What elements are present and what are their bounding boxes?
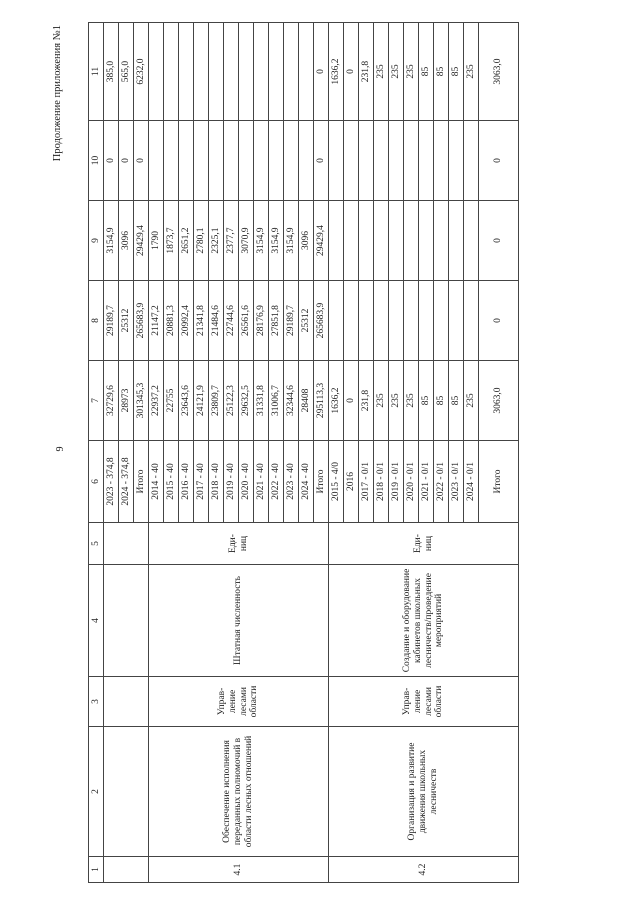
empty-cell xyxy=(464,121,479,201)
value-cell: 22744,6 xyxy=(224,281,239,361)
value-cell: 235 xyxy=(404,361,419,441)
indicator-cell: Штатная численность xyxy=(149,565,329,677)
empty-cell xyxy=(179,23,194,121)
value-cell: 3154,9 xyxy=(104,201,119,281)
empty-cell xyxy=(434,201,449,281)
executor-cell: Управ- ление лесами области xyxy=(329,677,519,727)
empty-cell xyxy=(299,121,314,201)
period-cell: 2024 - 0/1 xyxy=(464,441,479,523)
empty-cell xyxy=(359,201,374,281)
header-cell: 11 xyxy=(89,23,104,121)
value-cell: 85 xyxy=(419,23,434,121)
value-cell: 24121,9 xyxy=(194,361,209,441)
period-cell: 2017 - 40 xyxy=(194,441,209,523)
empty-cell xyxy=(224,23,239,121)
value-cell: 235 xyxy=(404,23,419,121)
page-number: 9 xyxy=(55,446,66,452)
empty-cell xyxy=(194,121,209,201)
table-row xyxy=(329,23,344,883)
value-cell: 3096 xyxy=(119,201,134,281)
value-cell: 29429,4 xyxy=(314,201,329,281)
value-cell: 1790 xyxy=(149,201,164,281)
period-cell: 2019 - 40 xyxy=(224,441,239,523)
period-cell: 2022 - 40 xyxy=(269,441,284,523)
empty-cell xyxy=(329,281,344,361)
value-cell: 235 xyxy=(389,361,404,441)
empty-cell xyxy=(464,201,479,281)
value-cell: 22755 xyxy=(164,361,179,441)
value-cell: 29429,4 xyxy=(134,201,149,281)
value-cell: 0 xyxy=(119,121,134,201)
value-cell: 3070,9 xyxy=(239,201,254,281)
period-cell: 2021 - 40 xyxy=(254,441,269,523)
indicator-cell: Создание и оборудование кабинетов школьных лесничеств/проведение мероприятий xyxy=(329,565,519,677)
period-cell: 2018 - 40 xyxy=(209,441,224,523)
empty-cell xyxy=(344,281,359,361)
header-cell: 6 xyxy=(89,441,104,523)
value-cell: 235 xyxy=(464,23,479,121)
value-cell: 25312 xyxy=(119,281,134,361)
empty-cell xyxy=(254,121,269,201)
value-cell: 1873,7 xyxy=(164,201,179,281)
empty-cell xyxy=(344,121,359,201)
value-cell: 85 xyxy=(434,361,449,441)
value-cell: 22937,2 xyxy=(149,361,164,441)
period-cell: 2014 - 40 xyxy=(149,441,164,523)
empty-cell xyxy=(269,23,284,121)
value-cell: 85 xyxy=(449,23,464,121)
header-cell: 7 xyxy=(89,361,104,441)
header-cell: 8 xyxy=(89,281,104,361)
empty-cell xyxy=(149,23,164,121)
value-cell: 0 xyxy=(314,23,329,121)
empty-cell xyxy=(419,121,434,201)
table-row xyxy=(149,23,164,883)
value-cell: 1636,2 xyxy=(329,361,344,441)
value-cell: 295113,3 xyxy=(314,361,329,441)
budget-table xyxy=(88,22,519,883)
value-cell: 0 xyxy=(134,121,149,201)
empty-cell xyxy=(374,121,389,201)
empty-cell xyxy=(449,121,464,201)
value-cell: 385,0 xyxy=(104,23,119,121)
empty-cell xyxy=(164,121,179,201)
value-cell: 0 xyxy=(479,121,519,201)
value-cell: 85 xyxy=(419,361,434,441)
value-cell: 32344,6 xyxy=(284,361,299,441)
value-cell: 0 xyxy=(104,121,119,201)
value-cell: 25122,3 xyxy=(224,361,239,441)
value-cell: 23643,6 xyxy=(179,361,194,441)
unit-cell: Еди- ниц xyxy=(149,523,329,565)
empty-cell xyxy=(359,281,374,361)
item-number: 4.1 xyxy=(149,857,329,883)
value-cell: 3063,0 xyxy=(479,23,519,121)
value-cell: 3154,9 xyxy=(254,201,269,281)
value-cell: 85 xyxy=(434,23,449,121)
empty-cell xyxy=(284,121,299,201)
value-cell: 23809,7 xyxy=(209,361,224,441)
empty-cell xyxy=(149,121,164,201)
value-cell: 28973 xyxy=(119,361,134,441)
value-cell: 265683,9 xyxy=(314,281,329,361)
value-cell: 235 xyxy=(464,361,479,441)
item-name: Организация и развитие движения школьных лесничеств xyxy=(329,727,519,857)
value-cell: 235 xyxy=(389,23,404,121)
period-cell: 2017 - 0/1 xyxy=(359,441,374,523)
table-row xyxy=(104,23,119,883)
value-cell: 31006,7 xyxy=(269,361,284,441)
item-number: 4.2 xyxy=(329,857,519,883)
period-cell: 2018 - 0/1 xyxy=(374,441,389,523)
value-cell: 235 xyxy=(374,361,389,441)
value-cell: 0 xyxy=(344,361,359,441)
header-cell: 4 xyxy=(89,565,104,677)
period-cell: 2023 - 40 xyxy=(284,441,299,523)
empty-cell xyxy=(194,23,209,121)
value-cell: 29189,7 xyxy=(284,281,299,361)
table-header-row xyxy=(89,23,104,883)
empty-cell xyxy=(104,727,149,857)
period-cell: 2015 - 4/0 xyxy=(329,441,344,523)
value-cell: 3154,9 xyxy=(269,201,284,281)
empty-cell xyxy=(164,23,179,121)
period-cell: 2016 xyxy=(344,441,359,523)
period-cell: 2015 - 40 xyxy=(164,441,179,523)
period-cell: 2022 - 0/1 xyxy=(434,441,449,523)
value-cell: 2780,1 xyxy=(194,201,209,281)
empty-cell xyxy=(104,565,149,677)
empty-cell xyxy=(389,201,404,281)
value-cell: 32729,6 xyxy=(104,361,119,441)
value-cell: 28408 xyxy=(299,361,314,441)
empty-cell xyxy=(389,281,404,361)
empty-cell xyxy=(374,201,389,281)
period-cell: 2020 - 40 xyxy=(239,441,254,523)
value-cell: 565,0 xyxy=(119,23,134,121)
value-cell: 21484,6 xyxy=(209,281,224,361)
value-cell: 301345,3 xyxy=(134,361,149,441)
value-cell: 0 xyxy=(479,201,519,281)
value-cell: 20992,4 xyxy=(179,281,194,361)
empty-cell xyxy=(239,23,254,121)
value-cell: 29632,5 xyxy=(239,361,254,441)
empty-cell xyxy=(254,23,269,121)
value-cell: 231,8 xyxy=(359,361,374,441)
value-cell: 3154,9 xyxy=(284,201,299,281)
empty-cell xyxy=(329,201,344,281)
period-cell: 2023 - 0/1 xyxy=(449,441,464,523)
empty-cell xyxy=(404,281,419,361)
executor-cell: Управ- ление лесами области xyxy=(149,677,329,727)
empty-cell xyxy=(434,281,449,361)
appendix-caption: Продолжение приложения №1 xyxy=(52,25,63,162)
empty-cell xyxy=(419,281,434,361)
empty-cell xyxy=(344,201,359,281)
empty-cell xyxy=(434,121,449,201)
unit-cell: Еди- ниц xyxy=(329,523,519,565)
value-cell: 0 xyxy=(344,23,359,121)
empty-cell xyxy=(464,281,479,361)
empty-cell xyxy=(299,23,314,121)
period-cell: 2023 - 374,8 xyxy=(104,441,119,523)
period-cell: Итого xyxy=(479,441,519,523)
value-cell: 235 xyxy=(374,23,389,121)
empty-cell xyxy=(179,121,194,201)
empty-cell xyxy=(224,121,239,201)
empty-cell xyxy=(404,201,419,281)
value-cell: 231,8 xyxy=(359,23,374,121)
header-cell: 3 xyxy=(89,677,104,727)
empty-cell xyxy=(209,23,224,121)
value-cell: 29189,7 xyxy=(104,281,119,361)
empty-cell xyxy=(209,121,224,201)
period-cell: 2024 - 40 xyxy=(299,441,314,523)
value-cell: 2377,7 xyxy=(224,201,239,281)
value-cell: 26561,6 xyxy=(239,281,254,361)
empty-cell xyxy=(389,121,404,201)
period-cell: 2021 - 0/1 xyxy=(419,441,434,523)
value-cell: 27851,8 xyxy=(269,281,284,361)
empty-cell xyxy=(359,121,374,201)
empty-cell xyxy=(404,121,419,201)
empty-cell xyxy=(104,523,149,565)
period-cell: 2020 - 0/1 xyxy=(404,441,419,523)
value-cell: 21147,2 xyxy=(149,281,164,361)
period-cell: Итого xyxy=(314,441,329,523)
value-cell: 3096 xyxy=(299,201,314,281)
value-cell: 3063,0 xyxy=(479,361,519,441)
item-name: Обеспечение исполнения переданных полномочий в области лесных отношений xyxy=(149,727,329,857)
empty-cell xyxy=(269,121,284,201)
empty-cell xyxy=(239,121,254,201)
value-cell: 1636,2 xyxy=(329,23,344,121)
empty-cell xyxy=(104,857,149,883)
value-cell: 25312 xyxy=(299,281,314,361)
empty-cell xyxy=(374,281,389,361)
period-cell: Итого xyxy=(134,441,149,523)
value-cell: 265683,9 xyxy=(134,281,149,361)
period-cell: 2019 - 0/1 xyxy=(389,441,404,523)
value-cell: 0 xyxy=(314,121,329,201)
header-cell: 5 xyxy=(89,523,104,565)
header-cell: 10 xyxy=(89,121,104,201)
header-cell: 9 xyxy=(89,201,104,281)
value-cell: 6232,0 xyxy=(134,23,149,121)
header-cell: 1 xyxy=(89,857,104,883)
header-cell: 2 xyxy=(89,727,104,857)
value-cell: 2651,2 xyxy=(179,201,194,281)
value-cell: 31331,8 xyxy=(254,361,269,441)
period-cell: 2024 - 374,8 xyxy=(119,441,134,523)
value-cell: 21341,8 xyxy=(194,281,209,361)
empty-cell xyxy=(419,201,434,281)
value-cell: 28176,9 xyxy=(254,281,269,361)
empty-cell xyxy=(449,201,464,281)
period-cell: 2016 - 40 xyxy=(179,441,194,523)
value-cell: 0 xyxy=(479,281,519,361)
empty-cell xyxy=(449,281,464,361)
value-cell: 2325,1 xyxy=(209,201,224,281)
value-cell: 20881,3 xyxy=(164,281,179,361)
empty-cell xyxy=(104,677,149,727)
value-cell: 85 xyxy=(449,361,464,441)
empty-cell xyxy=(284,23,299,121)
empty-cell xyxy=(329,121,344,201)
